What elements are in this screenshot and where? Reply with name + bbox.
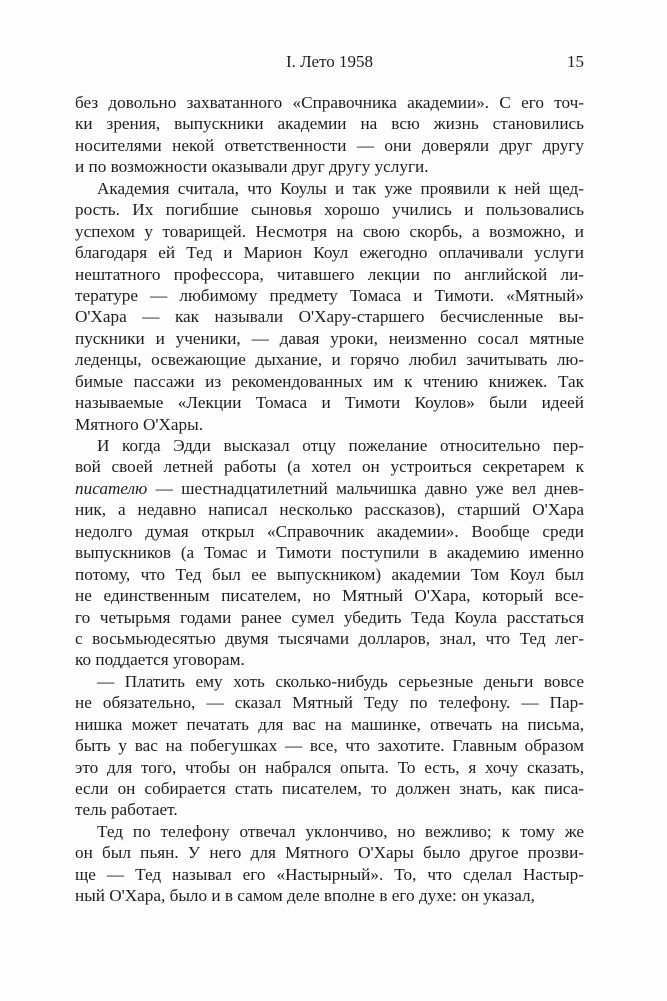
text-line: го четырьмя годами ранее сумел убедить Теда Коула расстаться xyxy=(75,607,584,627)
text-line: ки зрения, выпускники академии на всю жизнь становились xyxy=(75,114,584,134)
italic-word: писателю xyxy=(75,478,148,498)
text-line: О'Хара — как называли О'Хару-старшего бесчисленные вы- xyxy=(75,307,584,327)
text-line: нишка может печатать для вас на машинке, отвечать на письма, xyxy=(75,714,584,734)
chapter-title: I. Лето 1958 xyxy=(285,52,374,71)
text-line: нештатного профессора, читавшего лекции по английской ли- xyxy=(75,264,584,284)
text-line: с восьмьюдесятью двумя тысячами долларов, знал, что Тед лег- xyxy=(75,628,584,648)
text-line: не единственным писателем, но Мятный О'Хара, который все- xyxy=(75,586,584,606)
text-line: благодаря ей Тед и Марион Коул ежегодно оплачивали услуги xyxy=(75,243,584,263)
running-head xyxy=(75,52,584,76)
text-line: он был пьян. У него для Мятного О'Хары было другое прозви- xyxy=(75,843,584,863)
paragraph xyxy=(75,435,584,671)
text-line: вой своей летней работы (а хотел он устроиться секретарем к xyxy=(75,457,584,477)
text-line: леденцы, освежающие дыхание, и горячо любил зачитывать лю- xyxy=(75,350,584,370)
text-line: успехом у товарищей. Несмотря на свою скорбь, а возможно, и xyxy=(75,221,584,241)
text-line: быть у вас на побегушках — все, что захотите. Главным образом xyxy=(75,736,584,756)
text-line: ко поддается уговорам. xyxy=(75,650,245,670)
text-line: тературе — любимому предмету Томаса и Тимоти. «Мятный» xyxy=(75,285,584,305)
paragraph xyxy=(75,821,584,907)
text-line: это для того, чтобы он набрался опыта. То есть, я хочу сказать, xyxy=(75,757,584,777)
paragraph xyxy=(75,178,584,435)
text-line: Тед по телефону отвечал уклончиво, но вежливо; к тому же xyxy=(97,821,584,841)
text-line: без довольно захватанного «Справочника академии». С его точ- xyxy=(75,93,584,112)
page-number: 15 xyxy=(567,52,584,71)
text-line: ще — Тед называл его «Настырный». То, что сделал Настыр- xyxy=(75,864,584,884)
text-line: тель работает. xyxy=(75,800,178,820)
paragraph xyxy=(75,671,584,821)
text-line: — Платить ему хоть сколько-нибудь серьезные деньги вовсе xyxy=(97,671,584,691)
text-line: бимые пассажи из рекомендованных им к чтению книжек. Так xyxy=(75,371,584,391)
text-line: Академия считала, что Коулы и так уже проявили к ней щед- xyxy=(97,178,584,198)
text-line xyxy=(75,478,584,499)
text-line: ный О'Хара, было и в самом деле вполне в его духе: он указал, xyxy=(75,886,535,906)
text-line: если он собирается стать писателем, то должен знать, как писа- xyxy=(75,779,584,798)
text-line: носителями некой ответственности — они доверяли друг другу xyxy=(75,135,584,155)
text-line: не обязательно, — сказал Мятный Теду по телефону. — Пар- xyxy=(75,693,584,713)
text-line: рость. Их погибшие сыновья хорошо учились и пользовались xyxy=(75,200,584,220)
text-fragment: — шестнадцатилетний мальчишка давно уже вел днев- xyxy=(147,478,584,498)
text-line: пускники и ученики, — давая уроки, неизменно сосал мятные xyxy=(75,328,584,348)
text-line: Мятного О'Хары. xyxy=(75,414,203,434)
text-line: и по возможности оказывали друг другу услуги. xyxy=(75,157,429,177)
text-line: И когда Эдди высказал отцу пожелание относительно пер- xyxy=(97,436,584,455)
text-line: потому, что Тед был ее выпускником) академии Том Коул был xyxy=(75,564,584,584)
page-body-text xyxy=(75,92,584,907)
text-line: ник, а недавно написал несколько рассказов), старший О'Хара xyxy=(75,500,584,520)
text-line: называемые «Лекции Томаса и Тимоти Коулов» были идеей xyxy=(75,393,584,413)
paragraph xyxy=(75,92,584,178)
text-line: недолго думая открыл «Справочник академии». Вообще среди xyxy=(75,521,584,541)
text-line: выпускников (а Томас и Тимоти поступили в академию именно xyxy=(75,543,584,563)
